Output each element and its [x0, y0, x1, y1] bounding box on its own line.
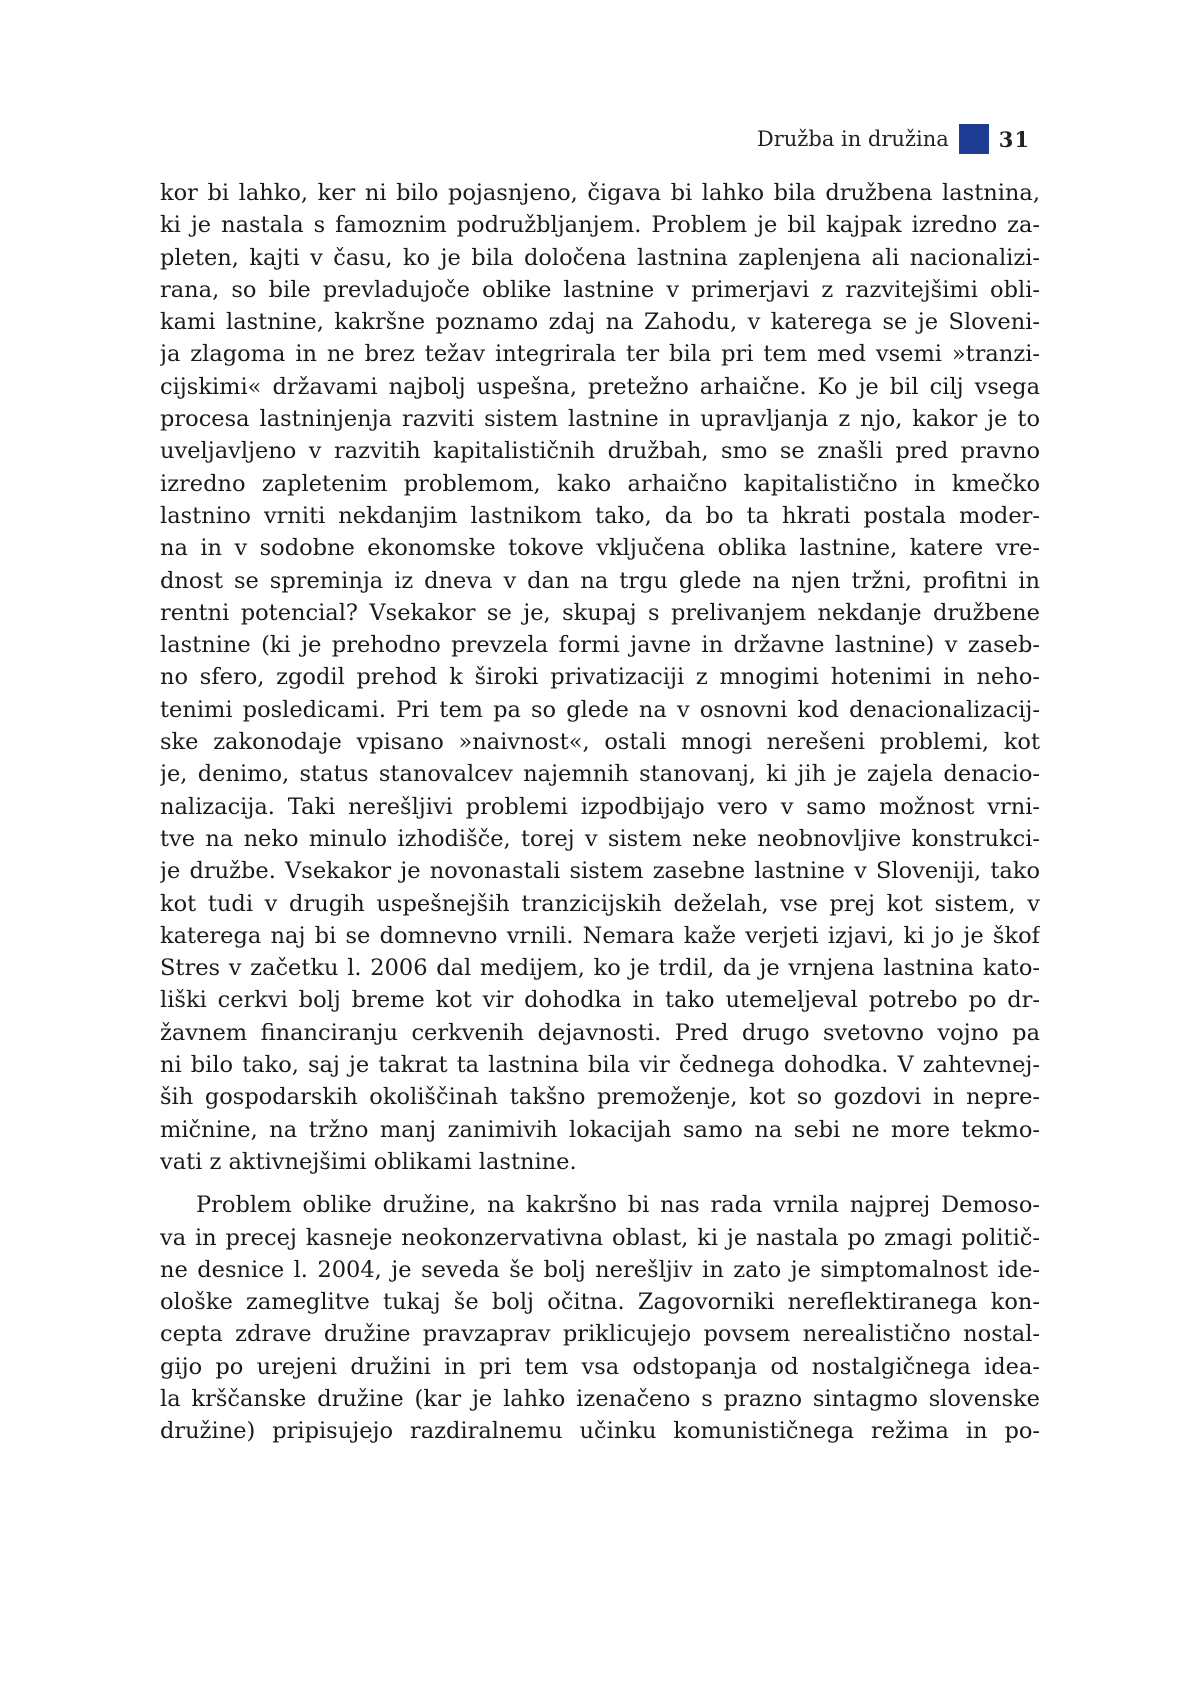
text-line: je, denimo, status stanovalcev najemnih stanovanj, ki jih je zajela denacio- [160, 761, 1040, 788]
text-line: izredno zapletenim problemom, kako arhaično kapitalistično in kmečko [160, 470, 1040, 497]
paragraph-gap [160, 1178, 1040, 1189]
running-title: Družba in družina [756, 127, 949, 151]
text-line: nalizacija. Taki nerešljivi problemi izpodbijajo vero v samo možnost vrni- [160, 793, 1040, 820]
header-square-icon [959, 124, 989, 154]
text-line: cijskimi« državami najbolj uspešna, pretežno arhaične. Ko je bil cilj vsega [160, 373, 1040, 400]
text-line: gijo po urejeni družini in pri tem vsa odstopanja od nostalgičnega idea- [160, 1353, 1040, 1380]
text-line: tve na neko minulo izhodišče, torej v sistem neke neobnovljive konstrukci- [160, 825, 1040, 852]
text-line: dnost se spreminja iz dneva v dan na trgu glede na njen tržni, profitni in [160, 567, 1040, 594]
text-line: no sfero, zgodil prehod k široki privatizaciji z mnogimi hotenimi in neho- [160, 664, 1040, 691]
text-line: ni bilo tako, saj je takrat ta lastnina bila vir čednega dohodka. V zahtevnej- [160, 1052, 1040, 1079]
text-line: rana, so bile prevladujoče oblike lastnine v primerjavi z razvitejšimi obli- [160, 276, 1040, 303]
text-line: va in precej kasneje neokonzervativna oblast, ki je nastala po zmagi politič- [160, 1224, 1040, 1251]
paragraph [160, 1189, 1040, 1447]
text-line: žavnem financiranju cerkvenih dejavnosti. Pred drugo svetovno vojno pa [160, 1019, 1040, 1046]
text-line: procesa lastninjenja razviti sistem lastnine in upravljanja z njo, kakor je to [160, 406, 1040, 433]
text-line: kami lastnine, kakršne poznamo zdaj na Zahodu, v katerega se je Sloveni- [160, 309, 1040, 336]
text-line: katerega naj bi se domnevno vrnili. Nemara kaže verjeti izjavi, ki jo je škof [160, 922, 1040, 949]
text-line: na in v sodobne ekonomske tokove vključena oblika lastnine, katere vre- [160, 535, 1040, 562]
text-line: Stres v začetku l. 2006 dal medijem, ko je trdil, da je vrnjena lastnina kato- [160, 955, 1040, 982]
text-line: kor bi lahko, ker ni bilo pojasnjeno, čigava bi lahko bila družbena lastnina, [160, 180, 1040, 206]
text-line: družine) pripisujejo razdiralnemu učinku komunističnega režima in po- [160, 1418, 1040, 1445]
text-body [160, 177, 1040, 1448]
text-line: ološke zameglitve tukaj še bolj očitna. Zagovorniki nereflektiranega kon- [160, 1289, 1040, 1316]
text-line: kot tudi v drugih uspešnejših tranzicijskih deželah, vse prej kot sistem, v [160, 890, 1040, 917]
text-line: ne desnice l. 2004, je seveda še bolj nerešljiv in zato je simptomalnost ide- [160, 1256, 1040, 1283]
text-line: je družbe. Vsekakor je novonastali sistem zasebne lastnine v Sloveniji, tako [160, 858, 1040, 885]
text-line: Problem oblike družine, na kakršno bi nas rada vrnila najprej Demoso- [196, 1192, 1040, 1219]
running-header [757, 124, 1030, 154]
text-line: la krščanske družine (kar je lahko izenačeno s prazno sintagmo slovenske [160, 1385, 1040, 1412]
text-line: liški cerkvi bolj breme kot vir dohodka in tako utemeljeval potrebo po dr- [160, 987, 1040, 1014]
text-line: ske zakonodaje vpisano »naivnost«, ostali mnogi nerešeni problemi, kot [160, 729, 1040, 756]
text-line: ših gospodarskih okoliščinah takšno premoženje, kot so gozdovi in nepre- [160, 1084, 1040, 1111]
text-line: lastnine (ki je prehodno prevzela formi javne in državne lastnine) v zaseb- [160, 632, 1040, 659]
text-line: tenimi posledicami. Pri tem pa so glede na v osnovni kod denacionalizacij- [160, 696, 1040, 723]
text-line: ja zlagoma in ne brez težav integrirala ter bila pri tem med vsemi »tranzi- [160, 341, 1040, 368]
text-line: mičnine, na tržno manj zanimivih lokacijah samo na sebi ne more tekmo- [160, 1116, 1040, 1143]
text-line: ki je nastala s famoznim podružbljanjem. Problem je bil kajpak izredno za- [160, 212, 1040, 239]
page-number: 31 [998, 126, 1030, 152]
text-line: uveljavljeno v razvitih kapitalističnih družbah, smo se znašli pred pravno [160, 438, 1040, 465]
text-line: vati z aktivnejšimi oblikami lastnine. [160, 1148, 577, 1175]
text-line: lastnino vrniti nekdanjim lastnikom tako, da bo ta hkrati postala moder- [160, 502, 1040, 529]
text-line: cepta zdrave družine pravzaprav priklicujejo povsem nerealistično nostal- [160, 1321, 1040, 1348]
text-line: pleten, kajti v času, ko je bila določena lastnina zaplenjena ali nacionalizi- [160, 244, 1040, 271]
paragraph [160, 177, 1040, 1178]
text-line: rentni potencial? Vsekakor se je, skupaj s prelivanjem nekdanje družbene [160, 599, 1040, 626]
